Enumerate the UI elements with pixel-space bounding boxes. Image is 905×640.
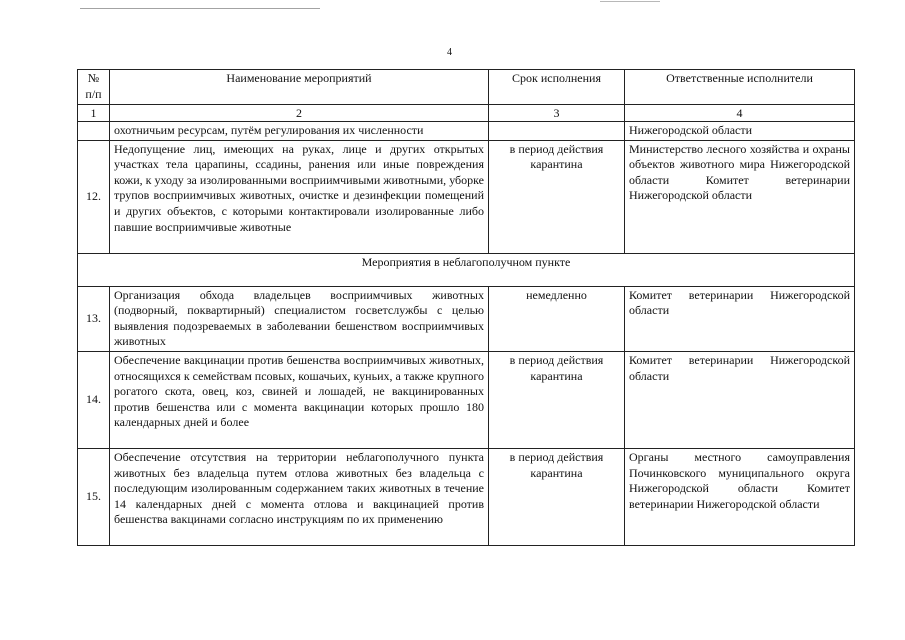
- table-row: [78, 351, 855, 448]
- row-term: [489, 122, 625, 141]
- row-number: [78, 122, 110, 141]
- row-action: Обеспечение вакцинации против бешенства восприимчивых животных, относящихся к семействам псовых, кошачьих, куньих, а также крупного рогатого скота, овец, коз, свиней и лошадей, не вакцинированных против бешенства или с момента вакцинации которых прошло 180 календарных дней и более: [110, 351, 489, 448]
- header-number: № п/п: [78, 70, 110, 105]
- row-number: 12.: [78, 140, 110, 253]
- scan-edge-line: [600, 1, 660, 2]
- row-term: в период действия карантина: [489, 448, 625, 545]
- column-index: 1: [78, 105, 110, 122]
- table-row: [78, 122, 855, 141]
- header-term: Срок исполнения: [489, 70, 625, 105]
- table-row: [78, 140, 855, 253]
- row-number: 13.: [78, 286, 110, 351]
- row-responsible: Комитет ветеринарии Нижегородской области: [625, 351, 855, 448]
- table-row: [78, 286, 855, 351]
- row-number: 14.: [78, 351, 110, 448]
- row-number: 15.: [78, 448, 110, 545]
- row-action: Недопущение лиц, имеющих на руках, лице и других открытых участках тела царапины, ссадины, ранения или иные повреждения кожи, к уходу за изолированными восприимчивыми животными, уборке трупов восприимчивых животных, очистке и дезинфекции помещений и других объектов, с которыми контактировали изолированные либо павшие восприимчивые животные: [110, 140, 489, 253]
- column-index-row: [78, 105, 855, 122]
- row-action: Обеспечение отсутствия на территории неблагополучного пункта животных без владельца путем отлова животных без владельца с последующим изолированным содержанием таких животных в течение 14 календарных дней с момента отлова и вакцинацией против бешенства вакцинами согласно инструкциям по их применению: [110, 448, 489, 545]
- row-action: охотничьим ресурсам, путём регулирования их численности: [110, 122, 489, 141]
- table-header-row: [78, 70, 855, 105]
- section-title: Мероприятия в неблагополучном пункте: [78, 253, 855, 286]
- row-responsible: Министерство лесного хозяйства и охраны объектов животного мира Нижегородской области Комитет ветеринарии Нижегородской области: [625, 140, 855, 253]
- page-number: 4: [447, 47, 452, 58]
- header-responsible: Ответственные исполнители: [625, 70, 855, 105]
- measures-table: [77, 69, 855, 546]
- row-responsible: Нижегородской области: [625, 122, 855, 141]
- row-term: в период действия карантина: [489, 140, 625, 253]
- row-responsible: Органы местного самоуправления Починковского муниципального округа Нижегородской области Комитет ветеринарии Нижегородской области: [625, 448, 855, 545]
- table-row: [78, 448, 855, 545]
- row-action: Организация обхода владельцев восприимчивых животных (подворный, поквартирный) специалистом госветслужбы с целью выявления подозреваемых в заболевании бешенством восприимчивых животных: [110, 286, 489, 351]
- row-term: немедленно: [489, 286, 625, 351]
- column-index: 3: [489, 105, 625, 122]
- scan-edge-line: [80, 8, 320, 9]
- section-header-row: [78, 253, 855, 286]
- column-index: 4: [625, 105, 855, 122]
- row-term: в период действия карантина: [489, 351, 625, 448]
- column-index: 2: [110, 105, 489, 122]
- row-responsible: Комитет ветеринарии Нижегородской области: [625, 286, 855, 351]
- header-action: Наименование мероприятий: [110, 70, 489, 105]
